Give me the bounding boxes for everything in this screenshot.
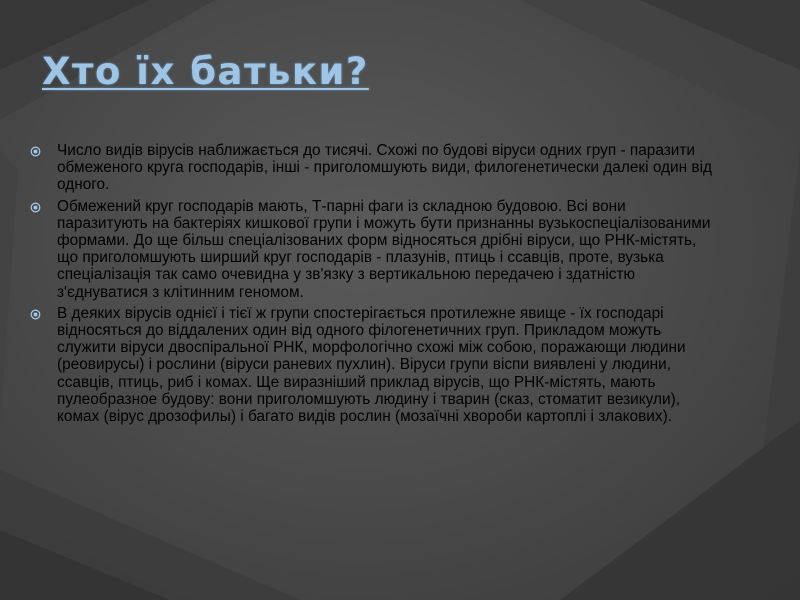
bottom-right-stripe <box>560 420 800 600</box>
circle-bullet-icon <box>30 309 41 320</box>
slide-title: Хто їх батьки? <box>42 50 369 93</box>
bullet-text: Обмежений круг господарів мають, Т-парні фаги із складною будовою. Всі вони паразитують на бактеріях кишкової групи і можуть бути признанны вузькоспеціалізованими формами. До ще більш спеціалізованих форм відносяться дрібні віруси, що РНК-містять, що приголомшують ширший круг господарів - плазунів, птиць і ссавців, проте, вузька спеціалізація так само очевидна у зв'язку з вертикальною передачею і здатністю з'єднуватися з клітинним геномом. <box>57 197 711 301</box>
slide-body <box>30 142 720 429</box>
bullet-item <box>30 305 720 425</box>
circle-bullet-icon <box>30 202 41 213</box>
bullet-item <box>30 198 720 301</box>
bullet-item <box>30 142 720 194</box>
bullet-text: Число видів вірусів наближається до тисячі. Схожі по будові віруси одних груп - паразити обмеженого круга господарів, інші - приголомшують види, филогенетически далекі один від одного. <box>57 142 712 194</box>
left-edge-stripe <box>0 150 18 430</box>
bullet-text: В деяких вірусів однієї і тієї ж групи спостерігається протилежне явище - їх господарі відносяться до віддалених один від одного філогенетичних груп. Прикладом можуть служити віруси двоспіральної РНК, морфологічно схожі між собою, поражающи людини (реовирусы) і рослини (віруси раневих пухлин). Віруси групи віспи виявлені у людини, ссавців, птиць, риб і комах. Ще виразніший приклад вірусів, що РНК-містять, мають пулеобразное будову: вони приголомшують людину і тварин (сказ, стоматит везикули), комах (вірус дрозофилы) і багато видів рослин (мозаїчні хвороби картоплі і злакових). <box>57 304 686 426</box>
circle-bullet-icon <box>30 146 41 157</box>
